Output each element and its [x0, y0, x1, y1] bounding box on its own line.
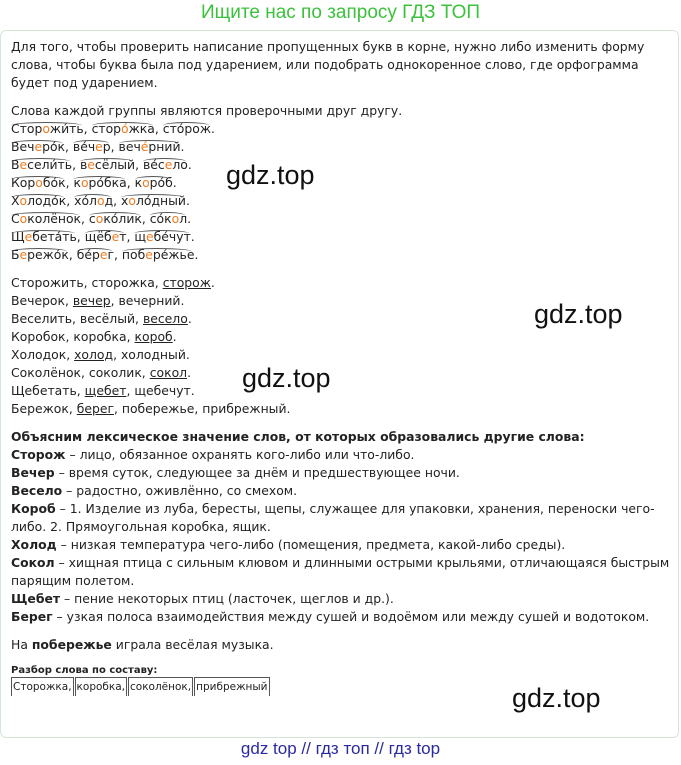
lex-item: Щебет – пение некоторых птиц (ласточек, щеглов и др.). — [11, 591, 394, 606]
lex-item: Короб – 1. Изделие из луба, бересты, щепы, служащее для упаковки, хранения, переноски чего-либо. 2. Прямоугольная коробка, ящик. — [11, 501, 655, 534]
lex-item: Весело – радостно, оживлённо, со смехом. — [11, 483, 298, 498]
group-line-8: Бережо́к, бе́рег, побере́жье. — [11, 247, 199, 262]
underlined-group-line: Сторожить, сторожка, сторож. — [11, 275, 215, 290]
underlined-group-line: Щебетать, щебет, щебечут. — [11, 383, 195, 398]
razbor-word: Сторожка, — [11, 677, 74, 696]
watermark: gdz.top — [242, 363, 331, 393]
watermark: gdz.top — [512, 683, 601, 713]
intro-text: Для того, чтобы проверить написание пропущенных букв в корне, нужно либо изменить форму слова, чтобы буква была под ударением, или подобрать однокоренное слово, где орфограмма будет под ударением. — [11, 39, 645, 90]
group-line-6: Соколёнок, соко́лик, со́кол. — [11, 211, 192, 226]
lexical-meanings — [11, 446, 671, 626]
lex-item: Сокол – хищная птица с сильным клювом и длинными острыми крыльями, отличающаяся быстрым парящим полетом. — [11, 555, 670, 588]
group-line-7: Щебета́ть, щёбет, щебе́чут. — [11, 229, 195, 244]
group-line-4: Коробо́к, коро́бка, коро́б. — [11, 175, 177, 190]
watermark: gdz.top — [534, 299, 623, 329]
razbor-title: Разбор слова по составу: — [11, 665, 158, 676]
razbor-word: прибрежный — [194, 677, 269, 696]
lex-item: Вечер – время суток, следующее за днём и предшествующее ночи. — [11, 465, 460, 480]
underlined-group-line: Вечерок, вечер, вечерний. — [11, 293, 185, 308]
group-line-1: Сторожи́ть, сторо́жка, сто́рож. — [11, 121, 215, 136]
group-line-5: Холодо́к, хо́лод, холо́дный. — [11, 193, 190, 208]
razbor-word: коробка, — [75, 677, 127, 696]
group-note: Слова каждой группы являются проверочными друг другу. — [11, 103, 403, 118]
group-line-2: Вечеро́к, ве́чер, вече́рний. — [11, 139, 185, 154]
group-line-3: Весели́ть, весёлый, ве́село. — [11, 157, 192, 172]
footer-links[interactable]: gdz top // гдз топ // гдз top — [240, 739, 441, 758]
underlined-group-line: Веселить, весёлый, весело. — [11, 311, 192, 326]
lex-item: Сторож – лицо, обязанное охранять кого-либо или что-либо. — [11, 447, 415, 462]
watermark: gdz.top — [226, 160, 315, 190]
underlined-group-line: Холодок, холод, холодный. — [11, 347, 190, 362]
lex-item: Берег – узкая полоса взаимодействия между сушей и водоёмом или между сушей и водотоком. — [11, 609, 650, 624]
underlined-groups — [11, 274, 671, 418]
underlined-group-line: Бережок, берег, побережье, прибрежный. — [11, 401, 291, 416]
solution-content — [11, 38, 671, 696]
example-sentence: На побережье играла весёлая музыка. — [11, 637, 274, 652]
razbor-word: соколёнок, — [128, 677, 193, 696]
underlined-group-line: Соколёнок, соколик, сокол. — [11, 365, 192, 380]
lex-title: Объясним лексическое значение слов, от которых образовались другие слова: — [11, 429, 585, 444]
underlined-group-line: Коробок, коробка, короб. — [11, 329, 177, 344]
header-banner: Ищите нас по запросу ГДЗ ТОП — [200, 2, 481, 23]
lex-item: Холод – низкая температура чего-либо (помещения, предмета, какой-либо среды). — [11, 537, 566, 552]
